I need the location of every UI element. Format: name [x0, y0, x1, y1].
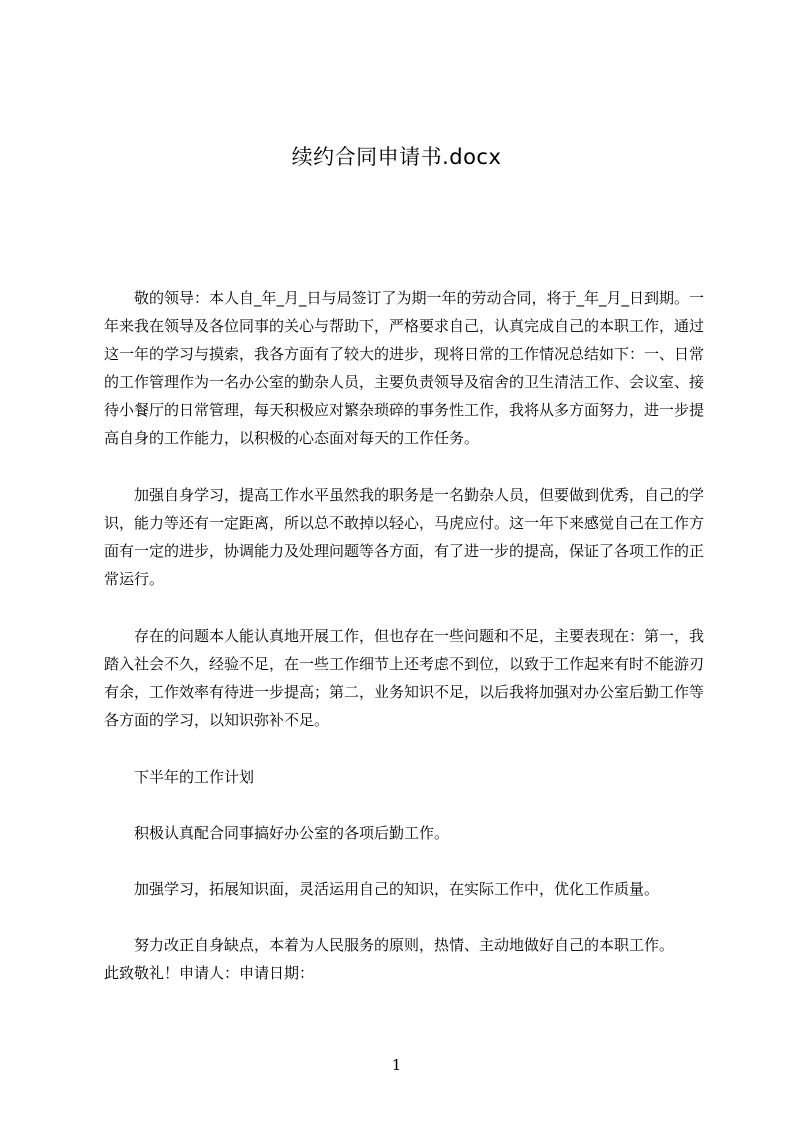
page-number: 1 [391, 1056, 402, 1074]
paragraph-contract-renewal-intro: 敬的领导：本人自_年_月_日与局签订了为期一年的劳动合同，将于_年_月_日到期。一年来我在领导及各位同事的关心与帮助下，严格要求自己，认真完成自己的本职工作，通过这一年的学习与摸索，我各方面有了较大的进步，现将日常的工作情况总结如下：一、日常的工作管理作为一名办公室的勤杂人员，主要负责领导及宿舍的卫生清洁工作、会议室、接待小餐厅的日常管理，每天积极应对繁杂琐碎的事务性工作，我将从多方面努力，进一步提高自身的工作能力，以积极的心态面对每天的工作任务。 [104, 289, 705, 447]
paragraph-plan-item-improvement: 努力改正自身缺点，本着为人民服务的原则，热情、主动地做好自己的本职工作。 [134, 936, 675, 954]
paragraph-work-plan-heading: 下半年的工作计划 [134, 768, 255, 786]
paragraph-self-study: 加强自身学习，提高工作水平虽然我的职务是一名勤杂人员，但要做到优秀，自己的学识，能力等还有一定距离，所以总不敢掉以轻心，马虎应付。这一年下来感觉自己在工作方面有一定的进步，协调能力及处理问题等各方面，有了进一步的提高，保证了各项工作的正常运行。 [104, 486, 705, 588]
document-body [104, 284, 704, 1016]
paragraph-plan-item-cooperation: 积极认真配合同事搞好办公室的各项后勤工作。 [134, 824, 450, 842]
paragraph-existing-problems: 存在的问题本人能认真地开展工作，但也存在一些问题和不足，主要表现在：第一，我踏入社会不久，经验不足，在一些工作细节上还考虑不到位，以致于工作起来有时不能游刃有余，工作效率有待进一步提高；第二，业务知识不足，以后我将加强对办公室后勤工作等各方面的学习，以知识弥补不足。 [104, 627, 705, 729]
closing-line: 此致敬礼！申请人：申请日期： [104, 964, 315, 982]
paragraph-plan-item-learning: 加强学习，拓展知识面，灵活运用自己的知识，在实际工作中，优化工作质量。 [134, 880, 660, 898]
document-title: 续约合同申请书.docx [291, 145, 502, 169]
